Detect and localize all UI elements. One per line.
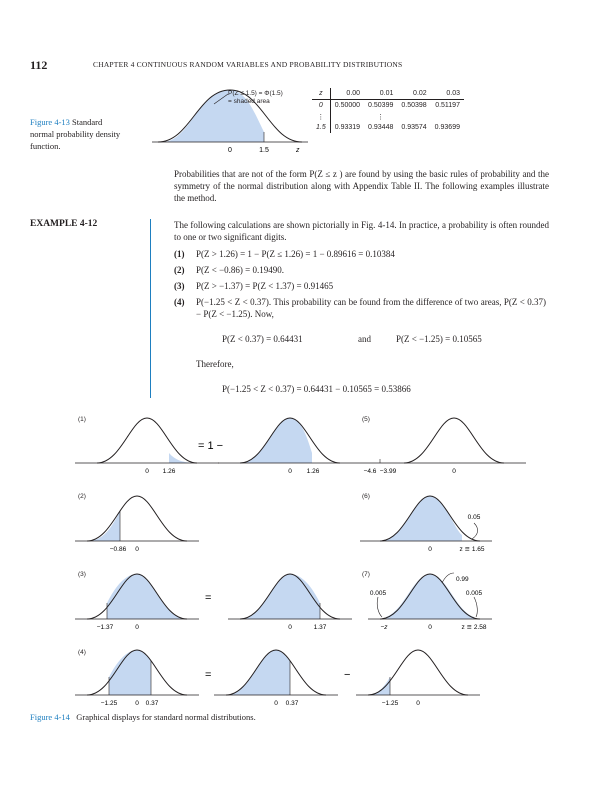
density-curve <box>97 418 197 463</box>
example-intro: The following calculations are shown pictorially in Fig. 4-14. In practice, a probability is often rounded to one or two significant digits. <box>174 220 549 242</box>
tick-label: z ≅ 1.65 <box>459 546 485 553</box>
table-cell: 0.50399 <box>368 102 394 109</box>
table-row <box>312 122 464 133</box>
panel-label-6: (6) <box>362 493 370 500</box>
figure-4-13-annotation <box>228 90 283 106</box>
tick-label: z ≅ 2.58 <box>461 624 487 631</box>
tick-label: −z <box>380 624 388 631</box>
table-cell: 0.50000 <box>334 102 361 109</box>
panel-3b <box>228 574 352 619</box>
arrow-pointer <box>442 573 454 583</box>
shaded-area <box>87 511 120 541</box>
panel-label-2: (2) <box>78 493 86 500</box>
item-text: P(Z < −0.86) = 0.19490. <box>196 265 284 275</box>
item-number: (1) <box>174 249 185 259</box>
body-paragraph: Probabilities that are not of the form P(Z ≤ z ) are found by using the basic rules of probability and the symmetry of the normal distribution along with Appendix Table II. The following examples illustrate the method. <box>174 169 549 203</box>
table-cell: 1.5 <box>312 122 330 133</box>
tick-label: 1.26 <box>162 468 176 475</box>
tick-label: 0 <box>135 624 139 631</box>
page-number: 112 <box>30 58 48 72</box>
item-text: P(−1.25 < Z < 0.37). This probability can be found from the difference of two areas, P(Z < 0.37) − P(Z < −1.25). Now, <box>196 297 546 319</box>
example-item <box>174 296 549 320</box>
tick-label: 0 <box>288 624 292 631</box>
table-cell <box>431 111 464 122</box>
table-cell: 0.50398 <box>401 102 427 109</box>
axis-zero: 0 <box>228 147 232 154</box>
tick-label: 0 <box>145 468 149 475</box>
figure-4-14-label: Figure 4-14 <box>30 712 70 722</box>
example-item <box>174 280 549 292</box>
tick-label: 0.99 <box>456 576 469 583</box>
density-curve <box>404 418 504 463</box>
item-number: (4) <box>174 297 185 307</box>
shaded-area <box>380 496 462 541</box>
operator-equals: = <box>205 669 212 681</box>
table-cell <box>397 111 430 122</box>
shaded-area <box>368 677 390 695</box>
table-cell: ⋮ <box>377 113 385 121</box>
tick-label: −1.37 <box>96 624 114 631</box>
tick-label: −1.25 <box>381 700 399 707</box>
panel-4b <box>214 650 338 695</box>
panel-4c <box>356 650 480 695</box>
equation-part-1: P(Z < 0.37) = 0.64431 <box>222 334 303 344</box>
table-cell: 0.93319 <box>334 124 361 131</box>
panel-4a <box>75 650 199 695</box>
table-header-cell: 0.01 <box>364 88 397 100</box>
tick-label: 0 <box>135 700 139 707</box>
example-label: EXAMPLE 4-12 <box>30 219 98 229</box>
tick-label: 1.26 <box>306 468 320 475</box>
tick-label: 0.05 <box>467 514 481 521</box>
final-equation: P(−1.25 < Z < 0.37) = 0.64431 − 0.10565 = 0.53866 <box>222 384 411 394</box>
panel-label-1: (1) <box>78 416 86 423</box>
tick-label: −0.86 <box>109 546 127 553</box>
table-cell <box>330 111 364 122</box>
figure-4-13-caption-text: Standard normal probability density function. <box>30 117 121 151</box>
table-header-row <box>312 88 464 100</box>
figure-4-13-caption <box>30 116 125 152</box>
item-text: P(Z > 1.26) = 1 − P(Z ≤ 1.26) = 1 − 0.89616 = 0.10384 <box>196 249 395 259</box>
figure-4-14-caption <box>30 712 256 722</box>
shaded-area <box>240 574 320 619</box>
table-row <box>312 111 464 122</box>
tick-label: 0.005 <box>369 590 387 597</box>
table-header-cell: 0.00 <box>330 88 364 100</box>
table-cell: 0 <box>312 100 330 112</box>
tick-label: 0 <box>452 468 456 475</box>
density-curve <box>368 650 468 695</box>
operator-equals-one-minus: = 1 − <box>198 440 224 452</box>
therefore-text: Therefore, <box>196 359 234 369</box>
annotation-line-2: = shaded area <box>228 98 270 105</box>
item-number: (3) <box>174 281 185 291</box>
table-cell: 0.51197 <box>435 102 460 109</box>
panel-5 <box>362 418 526 463</box>
panel-label-5: (5) <box>362 416 370 423</box>
tick-label: −4.6 <box>363 468 377 475</box>
table-cell: ⋮ <box>312 111 330 122</box>
table-cell: 0.93448 <box>368 124 394 131</box>
table-cell: 0.93699 <box>434 124 460 131</box>
arrow-pointer <box>472 523 478 539</box>
panel-1b <box>218 418 362 463</box>
operator-equals: = <box>205 592 212 604</box>
operator-minus: − <box>344 669 351 681</box>
tick-label: −1.25 <box>100 700 118 707</box>
tick-label: 0 <box>428 624 432 631</box>
item-text: P(Z > −1.37) = P(Z < 1.37) = 0.91465 <box>196 281 334 291</box>
figure-4-13-label: Figure 4-13 <box>30 117 70 127</box>
density-curve <box>87 496 187 541</box>
table-header-cell: z <box>312 88 330 100</box>
figure-4-14-caption-text: Graphical displays for standard normal distributions. <box>76 712 256 722</box>
tick-label: 0 <box>416 700 420 707</box>
tick-label: 0.37 <box>145 700 159 707</box>
probability-table <box>312 88 464 133</box>
tick-label: 0 <box>428 546 432 553</box>
table-header-cell: 0.02 <box>397 88 430 100</box>
table-cell: 0.93574 <box>401 124 427 131</box>
panel-3a <box>75 574 199 619</box>
shaded-area <box>107 574 187 619</box>
panel-2 <box>75 496 199 541</box>
figure-4-14 <box>0 405 609 710</box>
chapter-title: CHAPTER 4 CONTINUOUS RANDOM VARIABLES AND PROBABILITY DISTRIBUTIONS <box>93 60 403 69</box>
table-header-cell: 0.03 <box>431 88 464 100</box>
equation-part-2: P(Z < −1.25) = 0.10565 <box>396 334 482 344</box>
equation-and: and <box>358 334 371 344</box>
table-row <box>312 100 464 112</box>
tick-label: 0 <box>288 468 292 475</box>
item-number: (2) <box>174 265 185 275</box>
annotation-line-1: P(Z ≤ 1.5) = Φ(1.5) <box>228 90 283 97</box>
panel-label-4: (4) <box>78 649 86 656</box>
tick-label: 0.005 <box>465 590 483 597</box>
tick-label: 0 <box>274 700 278 707</box>
tick-label: 1.37 <box>313 624 327 631</box>
panel-label-3: (3) <box>78 571 86 578</box>
example-item <box>174 248 549 260</box>
arrow-pointer <box>474 597 477 617</box>
axis-var: z <box>296 147 300 154</box>
tick-label: −3.99 <box>379 468 397 475</box>
panel-label-7: (7) <box>362 571 370 578</box>
axis-value: 1.5 <box>259 147 269 154</box>
tick-label: 0 <box>135 546 139 553</box>
shaded-area <box>226 650 290 695</box>
tick-label: 0.37 <box>285 700 299 707</box>
example-item <box>174 264 549 276</box>
arrow-pointer <box>377 597 382 617</box>
example-bar <box>150 219 151 398</box>
